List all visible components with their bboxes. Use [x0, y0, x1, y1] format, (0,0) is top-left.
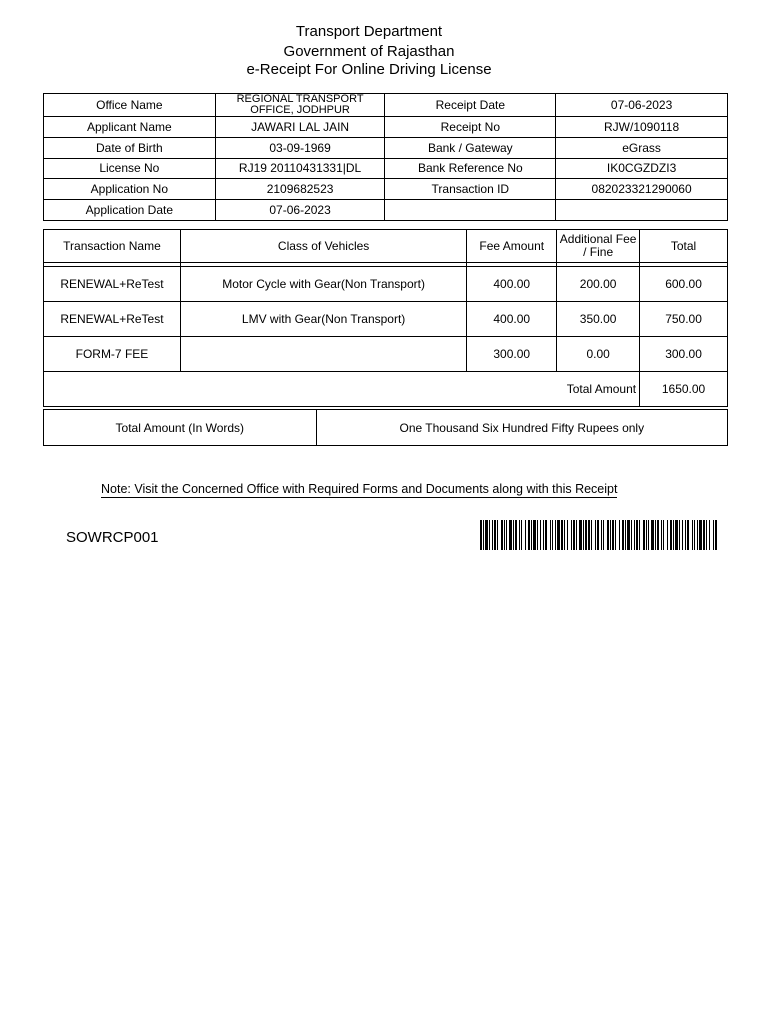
amount-in-words-table: [43, 409, 728, 446]
bank-ref-label: Bank Reference No: [385, 158, 556, 179]
header-transaction-name: Transaction Name: [44, 230, 181, 263]
license-no-label: License No: [44, 158, 216, 179]
applicant-name-value: JAWARI LAL JAIN: [215, 117, 385, 138]
bank-gateway-value: eGrass: [556, 137, 728, 158]
row-transaction-name: RENEWAL+ReTest: [44, 302, 181, 337]
receipt-note: Note: Visit the Concerned Office with Required Forms and Documents along with this Receipt: [101, 482, 618, 496]
bank-ref-value: IK0CGZDZI3: [556, 158, 728, 179]
header-additional-fee: Additional Fee / Fine: [557, 230, 640, 263]
info-row: [44, 117, 728, 138]
application-date-label: Application Date: [44, 200, 216, 221]
total-amount-value: 1650.00: [640, 372, 728, 407]
info-row: [44, 137, 728, 158]
empty-cell: [556, 200, 728, 221]
bank-gateway-label: Bank / Gateway: [385, 137, 556, 158]
row-vehicle-class: [180, 337, 466, 372]
row-transaction-name: FORM-7 FEE: [44, 337, 181, 372]
fee-row: [44, 302, 728, 337]
application-date-value: 07-06-2023: [215, 200, 385, 221]
fee-header-row: [44, 230, 728, 263]
amount-in-words-label: Total Amount (In Words): [44, 410, 317, 446]
receipt-no-label: Receipt No: [385, 117, 556, 138]
amount-in-words-row: [44, 410, 728, 446]
row-fee-amount: 300.00: [467, 337, 557, 372]
application-no-value: 2109682523: [215, 179, 385, 200]
receipt-date-value: 07-06-2023: [556, 94, 728, 117]
header-total: Total: [640, 230, 728, 263]
fee-table: [43, 229, 728, 407]
dob-value: 03-09-1969: [215, 137, 385, 158]
receipt-title: e-Receipt For Online Driving License: [246, 61, 492, 78]
fee-row: [44, 267, 728, 302]
info-row: [44, 179, 728, 200]
row-fee-amount: 400.00: [467, 267, 557, 302]
row-total: 300.00: [640, 337, 728, 372]
receipt-info-table: [43, 93, 728, 221]
row-transaction-name: RENEWAL+ReTest: [44, 267, 181, 302]
row-vehicle-class: Motor Cycle with Gear(Non Transport): [180, 267, 466, 302]
transaction-id-value: 082023321290060: [556, 179, 728, 200]
dob-label: Date of Birth: [44, 137, 216, 158]
total-amount-label: Total Amount: [44, 372, 640, 407]
row-vehicle-class: LMV with Gear(Non Transport): [180, 302, 466, 337]
office-name-label: Office Name: [44, 94, 216, 117]
department-title: Transport Department: [295, 23, 443, 40]
row-additional-fee: 0.00: [557, 337, 640, 372]
license-no-value: RJ19 20110431331|DL: [215, 158, 385, 179]
government-title: Government of Rajasthan: [283, 43, 455, 60]
row-total: 750.00: [640, 302, 728, 337]
row-additional-fee: 200.00: [557, 267, 640, 302]
barcode-icon: [480, 520, 718, 550]
row-additional-fee: 350.00: [557, 302, 640, 337]
row-fee-amount: 400.00: [467, 302, 557, 337]
application-no-label: Application No: [44, 179, 216, 200]
amount-in-words-value: One Thousand Six Hundred Fifty Rupees only: [316, 410, 727, 446]
row-total: 600.00: [640, 267, 728, 302]
applicant-name-label: Applicant Name: [44, 117, 216, 138]
receipt-date-label: Receipt Date: [385, 94, 556, 117]
office-name-value: REGIONAL TRANSPORT OFFICE, JODHPUR: [215, 94, 385, 117]
form-code: SOWRCP001: [66, 529, 159, 546]
total-amount-row: [44, 372, 728, 407]
receipt-no-value: RJW/1090118: [556, 117, 728, 138]
header-fee-amount: Fee Amount: [467, 230, 557, 263]
transaction-id-label: Transaction ID: [385, 179, 556, 200]
info-row: [44, 200, 728, 221]
fee-row: [44, 337, 728, 372]
header-class-of-vehicles: Class of Vehicles: [180, 230, 466, 263]
info-row: [44, 158, 728, 179]
info-row: [44, 94, 728, 117]
empty-cell: [385, 200, 556, 221]
